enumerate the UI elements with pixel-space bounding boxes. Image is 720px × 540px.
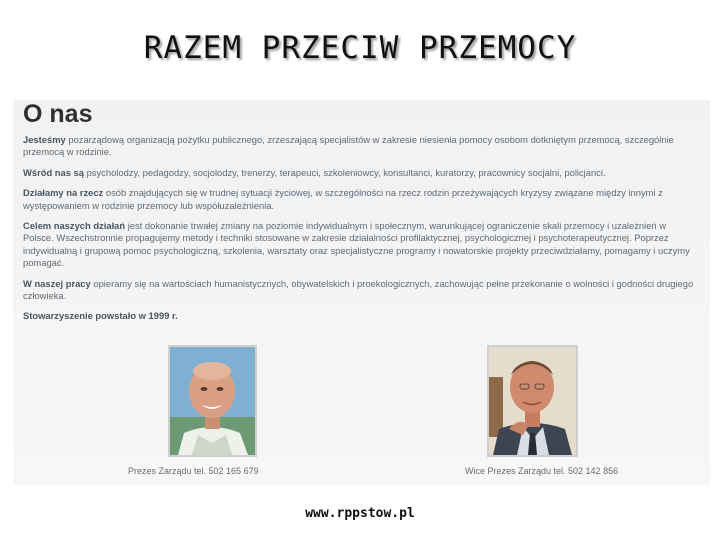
about-paragraph xyxy=(23,278,695,303)
about-paragraph xyxy=(23,310,695,322)
paragraph-lead: Działamy na rzecz xyxy=(23,187,104,199)
website-url[interactable]: www.rppstow.pl xyxy=(305,506,415,521)
paragraph-lead: W naszej pracy xyxy=(23,277,91,289)
paragraph-lead: Jesteśmy xyxy=(23,134,66,145)
about-heading: O nas xyxy=(23,100,93,128)
vice-president-photo xyxy=(487,345,578,457)
paragraph-text: pozarządową organizacją pożytku publicznego, zrzeszającą specjalistów w zakresie niesienia pomocy osobom dotkniętym przemocą, szczególnie przemocą w rodzinie. xyxy=(23,134,674,158)
about-paragraph xyxy=(23,220,695,270)
slide-title: RAZEM PRZECIW PRZEMOCY xyxy=(143,30,577,66)
about-us-screenshot xyxy=(13,100,710,485)
paragraph-text: psycholodzy, pedagodzy, socjolodzy, trenerzy, terapeuci, szkoleniowcy, konsultanci, kuratorzy, pracownicy socjalni, policjanci. xyxy=(83,166,606,178)
vice-president-caption: Wice Prezes Zarządu tel. 502 142 856 xyxy=(465,466,619,476)
paragraph-text: osób znajdujących się w trudnej sytuacji życiowej, w szczególności na rzecz rodzin przeżywających kryzysy związane między innymi z występowaniem w rodzinie przemocy lub współuzależnienia. xyxy=(23,187,663,211)
president-photo xyxy=(168,345,257,457)
paragraph-text: opieramy się na wartościach humanistycznych, obywatelskich i proekologicznych, zachowując pełne przekonanie o wolności i godności drugiego człowieka. xyxy=(23,277,694,302)
president-caption: Prezes Zarządu tel. 502 165 679 xyxy=(128,466,259,476)
about-text xyxy=(23,134,695,331)
about-paragraph xyxy=(23,187,695,212)
about-paragraph xyxy=(23,167,695,179)
paragraph-lead: Stowarzyszenie powstało w 1999 r. xyxy=(23,310,178,322)
paragraph-lead: Wśród nas są xyxy=(23,166,84,178)
paragraph-lead: Celem naszych działań xyxy=(23,220,126,232)
paragraph-text: jest dokonanie trwałej zmiany na poziomie indywidualnym i społecznym, warunkującej ograniczenie skali przemocy i uzależnień w Polsce. Wszechstronnie propagujemy metody i techniki stosowane w zakresie działalności profilaktycznej, psychologicznej i psychoterapeutycznej. Poprzez indywidualną i grupową pomoc psychologiczną, szkolenia, warsztaty oraz specjalistyczne programy i nowatorskie projekty przeciwdziałamy, pomagamy i uczymy pomagać. xyxy=(23,220,690,269)
about-paragraph xyxy=(23,134,695,159)
